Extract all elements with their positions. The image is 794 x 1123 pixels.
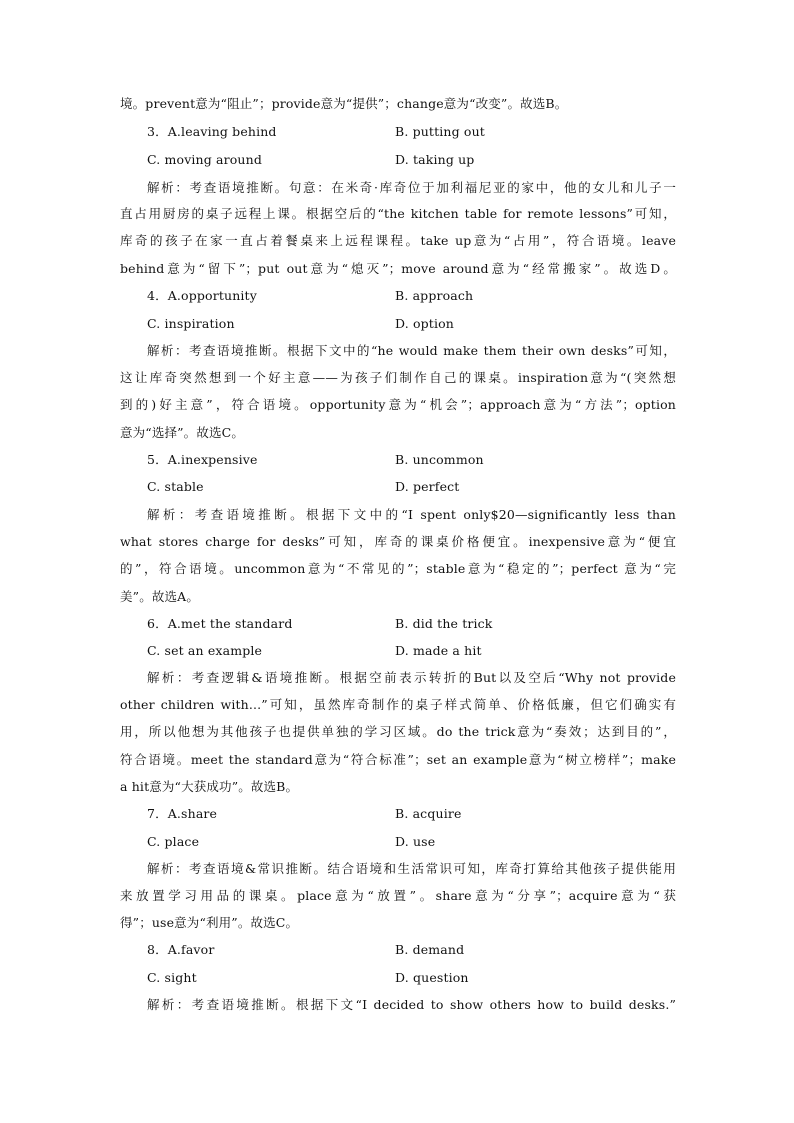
q5-option-c: C. stable <box>147 479 204 494</box>
q8-option-a: 8．A.favor <box>147 942 215 957</box>
q5-option-d: D. perfect <box>395 479 460 494</box>
q3-explanation-l2: 直占用厨房的桌子远程上课。根据空后的“the kitchen table for remote lessons”可知， <box>120 206 676 221</box>
q3-explanation-l3: 库奇的孩子在家一直占着餐桌来上远程课程。take up意为“占用”，符合语境。leave <box>120 233 676 248</box>
line-01: 境。prevent意为“阻止”；provide意为“提供”；change意为“改变”。故选B。 <box>120 96 568 111</box>
q6-option-c: C. set an example <box>147 643 263 658</box>
q8-option-b: B. demand <box>395 942 465 957</box>
q3-explanation-l4: behind意为“留下”；put out意为“熄灭”；move around意为“经常搬家”。故选D。 <box>120 261 676 276</box>
q4-explanation-l1: 解析：考查语境推断。根据下文中的“he would make them their own desks”可知， <box>147 343 676 358</box>
q8-option-d: D. question <box>395 970 469 985</box>
q5-explanation-l1: 解析：考查语境推断。根据下文中的“I spent only$20—significantly less than <box>147 507 676 522</box>
q5-explanation-l4: 美”。故选A。 <box>120 589 199 604</box>
q4-option-b: B. approach <box>395 288 474 303</box>
q7-explanation-l2: 来放置学习用品的课桌。place意为“放置”。share意为“分享”；acquire意为“获 <box>120 888 676 903</box>
q3-option-d: D. taking up <box>395 152 475 167</box>
q4-explanation-l2: 这让库奇突然想到一个好主意——为孩子们制作自己的课桌。inspiration意为“(突然想 <box>120 370 676 385</box>
q3-explanation-l1: 解析：考查语境推断。句意：在米奇·库奇位于加利福尼亚的家中，他的女儿和儿子一 <box>147 180 676 195</box>
q5-explanation-l3: 的”，符合语境。uncommon意为“不常见的”；stable意为“稳定的”；perfect 意为“完 <box>120 561 676 576</box>
q7-option-d: D. use <box>395 834 436 849</box>
q7-explanation-l1: 解析：考查语境&常识推断。结合语境和生活常识可知，库奇打算给其他孩子提供能用 <box>147 861 676 876</box>
q6-option-a: 6．A.met the standard <box>147 616 293 631</box>
q4-option-a: 4．A.opportunity <box>147 288 257 303</box>
q3-option-c: C. moving around <box>147 152 262 167</box>
q7-option-a: 7．A.share <box>147 806 218 821</box>
q4-option-c: C. inspiration <box>147 316 235 331</box>
q6-explanation-l2: other children with...”可知，虽然库奇制作的桌子样式简单、价格低廉，但它们确实有 <box>120 697 676 712</box>
q3-option-a: 3．A.leaving behind <box>147 124 277 139</box>
q5-option-b: B. uncommon <box>395 452 484 467</box>
q6-explanation-l4: 符合语境。meet the standard意为“符合标准”；set an example意为“树立榜样”；make <box>120 752 676 767</box>
q6-explanation-l3: 用，所以他想为其他孩子也提供单独的学习区域。do the trick意为“奏效；达到目的”， <box>120 724 676 739</box>
q4-explanation-l3: 到的)好主意”，符合语境。opportunity意为“机会”；approach意为“方法”；option <box>120 397 676 412</box>
q4-option-d: D. option <box>395 316 454 331</box>
q4-explanation-l4: 意为“选择”。故选C。 <box>120 425 244 440</box>
q5-explanation-l2: what stores charge for desks”可知，库奇的课桌价格便宜。inexpensive意为“便宜 <box>120 534 676 549</box>
q7-explanation-l3: 得”；use意为“利用”。故选C。 <box>120 915 299 930</box>
q7-option-b: B. acquire <box>395 806 462 821</box>
q6-option-d: D. made a hit <box>395 643 482 658</box>
q8-option-c: C. sight <box>147 970 197 985</box>
q3-option-b: B. putting out <box>395 124 485 139</box>
q6-explanation-l1: 解析：考查逻辑&语境推断。根据空前表示转折的But以及空后“Why not provide <box>147 670 676 685</box>
q7-option-c: C. place <box>147 834 200 849</box>
q6-option-b: B. did the trick <box>395 616 493 631</box>
q8-explanation-l1: 解析：考查语境推断。根据下文“I decided to show others how to build desks.” <box>147 997 676 1012</box>
q6-explanation-l5: a hit意为“大获成功”。故选B。 <box>120 779 299 794</box>
q5-option-a: 5．A.inexpensive <box>147 452 258 467</box>
